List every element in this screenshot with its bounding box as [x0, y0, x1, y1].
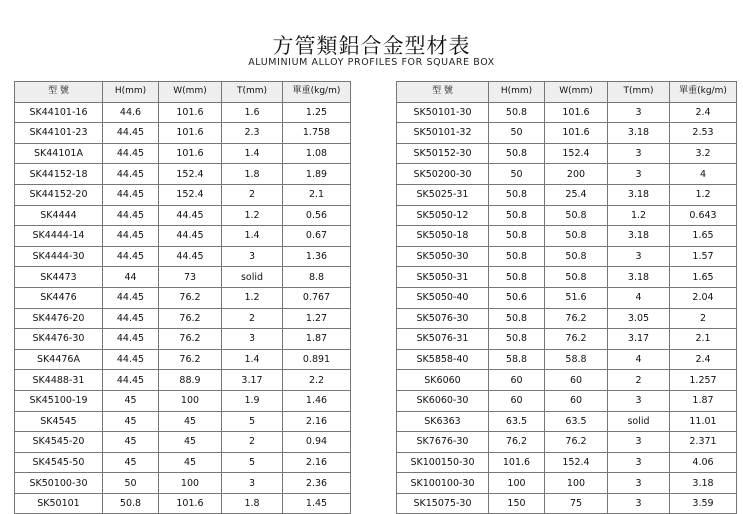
table-row: [397, 143, 737, 164]
table-row: [397, 102, 737, 123]
height-cell: 50: [489, 123, 545, 144]
thickness-cell: 3: [608, 246, 670, 267]
table-row: [397, 452, 737, 473]
height-cell: 150: [489, 493, 545, 514]
model-cell: SK15075-30: [397, 493, 489, 514]
table-row: [397, 205, 737, 226]
weight-cell: 1.57: [670, 246, 737, 267]
table-row: [397, 123, 737, 144]
width-cell: 152.4: [159, 164, 222, 185]
thickness-cell: 3: [608, 473, 670, 494]
width-cell: 100: [159, 390, 222, 411]
weight-cell: 1.89: [283, 164, 351, 185]
profiles-table-left: [14, 81, 351, 514]
weight-cell: 2.16: [283, 452, 351, 473]
width-cell: 152.4: [545, 143, 608, 164]
model-cell: SK4444-30: [15, 246, 103, 267]
thickness-cell: 1.2: [222, 205, 283, 226]
thickness-cell: 3: [608, 143, 670, 164]
table-row: [397, 164, 737, 185]
weight-cell: 2.371: [670, 432, 737, 453]
height-cell: 60: [489, 370, 545, 391]
height-cell: 44: [103, 267, 159, 288]
weight-cell: 1.87: [670, 390, 737, 411]
model-cell: SK5050-31: [397, 267, 489, 288]
weight-cell: 1.46: [283, 390, 351, 411]
model-cell: SK5050-40: [397, 287, 489, 308]
thickness-cell: 3: [608, 102, 670, 123]
column-header: T(mm): [222, 82, 283, 103]
width-cell: 45: [159, 432, 222, 453]
table-row: [397, 308, 737, 329]
weight-cell: 0.891: [283, 349, 351, 370]
thickness-cell: 3: [222, 329, 283, 350]
column-header: 型 號: [397, 82, 489, 103]
header-row: [15, 82, 351, 103]
table-row: [15, 493, 351, 514]
weight-cell: 1.36: [283, 246, 351, 267]
height-cell: 44.45: [103, 205, 159, 226]
thickness-cell: 3: [608, 452, 670, 473]
weight-cell: 1.2: [670, 184, 737, 205]
model-cell: SK50101: [15, 493, 103, 514]
weight-cell: 2.1: [670, 329, 737, 350]
profiles-table-right: [396, 81, 737, 514]
column-header: 單重(kg/m): [670, 82, 737, 103]
height-cell: 58.8: [489, 349, 545, 370]
model-cell: SK44101-16: [15, 102, 103, 123]
width-cell: 73: [159, 267, 222, 288]
model-cell: SK4476A: [15, 349, 103, 370]
column-header: H(mm): [489, 82, 545, 103]
weight-cell: 1.758: [283, 123, 351, 144]
weight-cell: 2.53: [670, 123, 737, 144]
weight-cell: 11.01: [670, 411, 737, 432]
thickness-cell: solid: [222, 267, 283, 288]
height-cell: 50.8: [489, 143, 545, 164]
model-cell: SK6060: [397, 370, 489, 391]
thickness-cell: 3: [222, 473, 283, 494]
width-cell: 50.8: [545, 205, 608, 226]
height-cell: 44.45: [103, 184, 159, 205]
width-cell: 200: [545, 164, 608, 185]
table-body: [397, 102, 737, 514]
height-cell: 63.5: [489, 411, 545, 432]
weight-cell: 2.04: [670, 287, 737, 308]
height-cell: 50.8: [489, 184, 545, 205]
weight-cell: 4.06: [670, 452, 737, 473]
width-cell: 44.45: [159, 246, 222, 267]
height-cell: 100: [489, 473, 545, 494]
table-row: [15, 473, 351, 494]
width-cell: 25.4: [545, 184, 608, 205]
thickness-cell: 3: [608, 493, 670, 514]
thickness-cell: 3.17: [222, 370, 283, 391]
height-cell: 44.45: [103, 143, 159, 164]
page-title: 方管類鋁合金型材表: [272, 34, 471, 58]
table-row: [15, 329, 351, 350]
table-row: [15, 452, 351, 473]
table-row: [397, 329, 737, 350]
height-cell: 44.45: [103, 287, 159, 308]
height-cell: 44.45: [103, 308, 159, 329]
weight-cell: 1.45: [283, 493, 351, 514]
width-cell: 76.2: [545, 308, 608, 329]
width-cell: 152.4: [545, 452, 608, 473]
table-row: [397, 411, 737, 432]
thickness-cell: 1.4: [222, 226, 283, 247]
table-row: [15, 349, 351, 370]
weight-cell: 0.94: [283, 432, 351, 453]
model-cell: SK100100-30: [397, 473, 489, 494]
thickness-cell: 1.2: [222, 287, 283, 308]
width-cell: 58.8: [545, 349, 608, 370]
height-cell: 50.6: [489, 287, 545, 308]
height-cell: 50.8: [489, 205, 545, 226]
width-cell: 50.8: [545, 267, 608, 288]
thickness-cell: 3: [222, 246, 283, 267]
table-row: [397, 473, 737, 494]
weight-cell: 3.2: [670, 143, 737, 164]
model-cell: SK7676-30: [397, 432, 489, 453]
thickness-cell: 3.18: [608, 184, 670, 205]
model-cell: SK4545-50: [15, 452, 103, 473]
column-header: 型 號: [15, 82, 103, 103]
width-cell: 44.45: [159, 205, 222, 226]
model-cell: SK5050-12: [397, 205, 489, 226]
width-cell: 88.9: [159, 370, 222, 391]
height-cell: 44.45: [103, 164, 159, 185]
model-cell: SK44152-18: [15, 164, 103, 185]
height-cell: 45: [103, 390, 159, 411]
table-row: [15, 370, 351, 391]
height-cell: 50: [103, 473, 159, 494]
thickness-cell: 2: [222, 184, 283, 205]
thickness-cell: 3.18: [608, 267, 670, 288]
width-cell: 45: [159, 411, 222, 432]
height-cell: 50: [489, 164, 545, 185]
table-row: [15, 267, 351, 288]
table-row: [15, 123, 351, 144]
table-row: [397, 246, 737, 267]
thickness-cell: 3: [608, 390, 670, 411]
table-row: [397, 349, 737, 370]
height-cell: 44.45: [103, 370, 159, 391]
height-cell: 50.8: [489, 246, 545, 267]
width-cell: 50.8: [545, 246, 608, 267]
model-cell: SK5050-30: [397, 246, 489, 267]
model-cell: SK5076-31: [397, 329, 489, 350]
thickness-cell: 1.4: [222, 143, 283, 164]
weight-cell: 1.87: [283, 329, 351, 350]
weight-cell: 1.27: [283, 308, 351, 329]
model-cell: SK5025-31: [397, 184, 489, 205]
model-cell: SK4476-30: [15, 329, 103, 350]
table-row: [15, 226, 351, 247]
model-cell: SK100150-30: [397, 452, 489, 473]
model-cell: SK50101-30: [397, 102, 489, 123]
thickness-cell: 1.6: [222, 102, 283, 123]
model-cell: SK45100-19: [15, 390, 103, 411]
weight-cell: 1.65: [670, 226, 737, 247]
width-cell: 101.6: [545, 123, 608, 144]
thickness-cell: 5: [222, 452, 283, 473]
table-row: [397, 390, 737, 411]
weight-cell: 2: [670, 308, 737, 329]
thickness-cell: 2: [222, 308, 283, 329]
width-cell: 76.2: [159, 329, 222, 350]
model-cell: SK50200-30: [397, 164, 489, 185]
width-cell: 44.45: [159, 226, 222, 247]
height-cell: 60: [489, 390, 545, 411]
height-cell: 50.8: [489, 226, 545, 247]
weight-cell: 2.16: [283, 411, 351, 432]
model-cell: SK6363: [397, 411, 489, 432]
thickness-cell: 3.18: [608, 226, 670, 247]
height-cell: 44.45: [103, 226, 159, 247]
width-cell: 100: [159, 473, 222, 494]
width-cell: 76.2: [545, 432, 608, 453]
table-body: [15, 102, 351, 514]
thickness-cell: 5: [222, 411, 283, 432]
column-header: H(mm): [103, 82, 159, 103]
weight-cell: 3.59: [670, 493, 737, 514]
table-row: [15, 411, 351, 432]
weight-cell: 4: [670, 164, 737, 185]
weight-cell: 2.2: [283, 370, 351, 391]
table-row: [15, 246, 351, 267]
weight-cell: 8.8: [283, 267, 351, 288]
weight-cell: 0.56: [283, 205, 351, 226]
table-row: [397, 226, 737, 247]
height-cell: 50.8: [489, 102, 545, 123]
height-cell: 45: [103, 432, 159, 453]
thickness-cell: 3.18: [608, 123, 670, 144]
height-cell: 44.45: [103, 329, 159, 350]
height-cell: 50.8: [489, 267, 545, 288]
width-cell: 101.6: [159, 143, 222, 164]
table-row: [397, 287, 737, 308]
width-cell: 63.5: [545, 411, 608, 432]
model-cell: SK4444-14: [15, 226, 103, 247]
height-cell: 44.45: [103, 246, 159, 267]
column-header: W(mm): [159, 82, 222, 103]
model-cell: SK44152-20: [15, 184, 103, 205]
thickness-cell: 3: [608, 432, 670, 453]
width-cell: 45: [159, 452, 222, 473]
column-header: T(mm): [608, 82, 670, 103]
weight-cell: 0.767: [283, 287, 351, 308]
model-cell: SK4545: [15, 411, 103, 432]
model-cell: SK4488-31: [15, 370, 103, 391]
model-cell: SK4545-20: [15, 432, 103, 453]
width-cell: 76.2: [159, 308, 222, 329]
weight-cell: 0.643: [670, 205, 737, 226]
weight-cell: 1.08: [283, 143, 351, 164]
width-cell: 50.8: [545, 226, 608, 247]
thickness-cell: 1.8: [222, 493, 283, 514]
height-cell: 44.45: [103, 123, 159, 144]
thickness-cell: 2.3: [222, 123, 283, 144]
width-cell: 101.6: [159, 102, 222, 123]
width-cell: 101.6: [545, 102, 608, 123]
model-cell: SK50101-32: [397, 123, 489, 144]
table-row: [15, 308, 351, 329]
model-cell: SK4444: [15, 205, 103, 226]
thickness-cell: solid: [608, 411, 670, 432]
model-cell: SK44101-23: [15, 123, 103, 144]
width-cell: 76.2: [545, 329, 608, 350]
model-cell: SK4473: [15, 267, 103, 288]
model-cell: SK5076-30: [397, 308, 489, 329]
height-cell: 45: [103, 452, 159, 473]
thickness-cell: 3: [608, 164, 670, 185]
height-cell: 44.6: [103, 102, 159, 123]
column-header: 單重(kg/m): [283, 82, 351, 103]
table-row: [397, 267, 737, 288]
table-row: [397, 493, 737, 514]
width-cell: 75: [545, 493, 608, 514]
model-cell: SK50100-30: [15, 473, 103, 494]
weight-cell: 2.4: [670, 349, 737, 370]
width-cell: 100: [545, 473, 608, 494]
weight-cell: 0.67: [283, 226, 351, 247]
width-cell: 101.6: [159, 493, 222, 514]
weight-cell: 2.1: [283, 184, 351, 205]
width-cell: 152.4: [159, 184, 222, 205]
table-row: [15, 102, 351, 123]
width-cell: 76.2: [159, 287, 222, 308]
page-subtitle: ALUMINIUM ALLOY PROFILES FOR SQUARE BOX: [248, 57, 495, 68]
height-cell: 50.8: [489, 329, 545, 350]
thickness-cell: 4: [608, 349, 670, 370]
table-row: [15, 287, 351, 308]
model-cell: SK44101A: [15, 143, 103, 164]
model-cell: SK4476: [15, 287, 103, 308]
thickness-cell: 4: [608, 287, 670, 308]
weight-cell: 2.4: [670, 102, 737, 123]
weight-cell: 3.18: [670, 473, 737, 494]
thickness-cell: 3.05: [608, 308, 670, 329]
height-cell: 50.8: [103, 493, 159, 514]
height-cell: 76.2: [489, 432, 545, 453]
height-cell: 44.45: [103, 349, 159, 370]
model-cell: SK5858-40: [397, 349, 489, 370]
height-cell: 45: [103, 411, 159, 432]
model-cell: SK6060-30: [397, 390, 489, 411]
table-row: [15, 164, 351, 185]
weight-cell: 2.36: [283, 473, 351, 494]
model-cell: SK5050-18: [397, 226, 489, 247]
model-cell: SK50152-30: [397, 143, 489, 164]
table-row: [397, 370, 737, 391]
thickness-cell: 3.17: [608, 329, 670, 350]
table-row: [397, 184, 737, 205]
width-cell: 60: [545, 370, 608, 391]
width-cell: 51.6: [545, 287, 608, 308]
table-row: [15, 205, 351, 226]
table-row: [15, 432, 351, 453]
thickness-cell: 1.4: [222, 349, 283, 370]
height-cell: 50.8: [489, 308, 545, 329]
header-row: [397, 82, 737, 103]
column-header: W(mm): [545, 82, 608, 103]
table-row: [15, 184, 351, 205]
model-cell: SK4476-20: [15, 308, 103, 329]
width-cell: 76.2: [159, 349, 222, 370]
thickness-cell: 2: [222, 432, 283, 453]
thickness-cell: 1.9: [222, 390, 283, 411]
table-row: [15, 390, 351, 411]
width-cell: 60: [545, 390, 608, 411]
weight-cell: 1.257: [670, 370, 737, 391]
table-row: [397, 432, 737, 453]
width-cell: 101.6: [159, 123, 222, 144]
height-cell: 101.6: [489, 452, 545, 473]
thickness-cell: 2: [608, 370, 670, 391]
thickness-cell: 1.2: [608, 205, 670, 226]
weight-cell: 1.25: [283, 102, 351, 123]
table-row: [15, 143, 351, 164]
weight-cell: 1.65: [670, 267, 737, 288]
thickness-cell: 1.8: [222, 164, 283, 185]
